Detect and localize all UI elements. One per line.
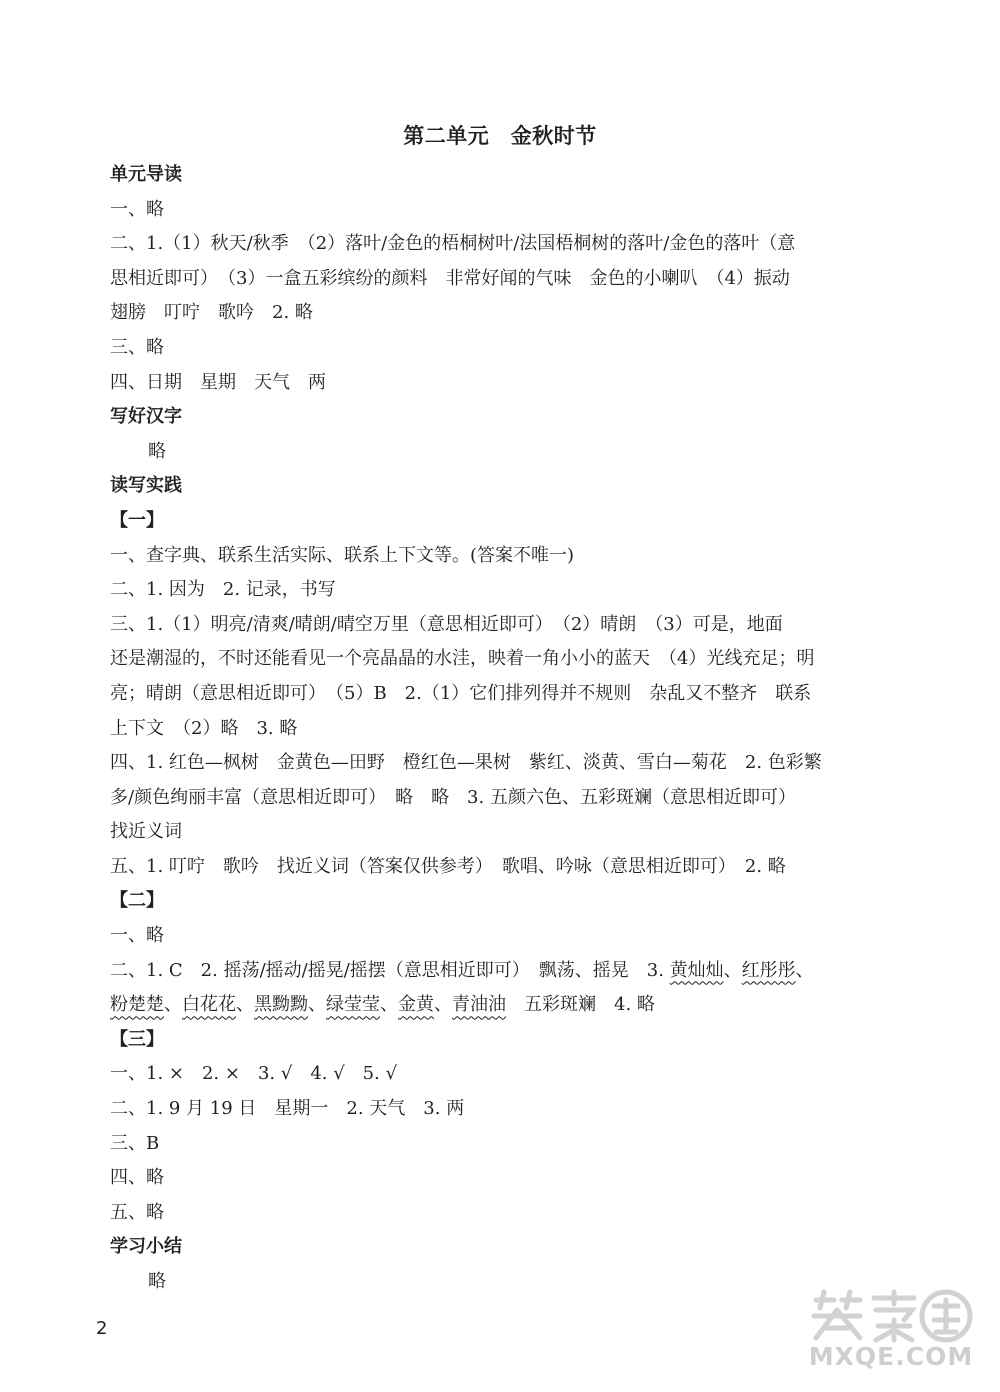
part-heading-2: 【二】	[110, 890, 164, 912]
text-line: 略	[148, 1271, 166, 1292]
text-line: 一、略	[110, 198, 164, 220]
part-heading-3: 【三】	[110, 1028, 164, 1050]
watermark	[804, 1286, 974, 1378]
part-heading-1: 【一】	[110, 509, 164, 531]
section-heading-summary: 学习小结	[110, 1236, 182, 1258]
separator: 、	[308, 994, 326, 1016]
separator: 、	[380, 994, 398, 1016]
separator: 、	[164, 994, 182, 1016]
text-line-with-wavy-words	[110, 988, 895, 1023]
section-heading-unit-guide: 单元导读	[110, 164, 182, 185]
text-line-with-wavy-words	[110, 954, 895, 989]
answer-content	[110, 158, 895, 1300]
text-line: 多/颜色绚丽丰富（意思相近即可） 略 略 3. 五颜六色、五彩斑斓（意思相近即可）	[110, 786, 796, 808]
text-line: 上下文 （2）略 3. 略	[110, 717, 298, 739]
text-line: 四、日期 星期 天气 两	[110, 371, 326, 393]
text-line: 思相近即可） （3）一盒五彩缤纷的颜料 非常好闻的气味 金色的小喇叭 （4）振动	[110, 267, 790, 289]
text-line: 一、略	[110, 925, 164, 947]
text-line: 还是潮湿的，不时还能看见一个亮晶晶的水洼，映着一角小小的蓝天 （4）光线充足；明	[110, 648, 815, 670]
wavy-underlined-word: 黄灿灿	[669, 959, 724, 981]
text-line: 一、查字典、联系生活实际、联系上下文等。(答案不唯一)	[110, 544, 575, 566]
watermark-logo-icon	[804, 1286, 974, 1344]
text-line: 亮；晴朗（意思相近即可） （5）B 2.（1）它们排列得并不规则 杂乱又不整齐 联系	[110, 682, 812, 704]
separator: 、	[236, 994, 254, 1016]
section-heading-handwriting: 写好汉字	[110, 406, 182, 428]
text-line: 三、1.（1）明亮/清爽/晴朗/晴空万里（意思相近即可） （2）晴朗 （3）可是，地面	[110, 613, 783, 635]
text-line: 三、B	[110, 1132, 160, 1154]
text-segment: 二、1. C 2. 摇荡/摇动/摇晃/摇摆（意思相近即可） 飘荡、摇晃 3.	[110, 959, 670, 981]
separator: 、	[434, 994, 452, 1016]
text-line: 五、1. 叮咛 歌吟 找近义词（答案仅供参考） 歌唱、吟咏（意思相近即可） 2. 略	[110, 855, 786, 877]
wavy-underlined-word: 黑黝黝	[254, 994, 308, 1016]
separator: 、	[795, 959, 814, 981]
wavy-underlined-word: 粉楚楚	[110, 994, 164, 1016]
wavy-underlined-word: 青油油	[452, 994, 506, 1016]
text-line: 五、略	[110, 1201, 164, 1223]
text-line: 二、1. 因为 2. 记录，书写	[110, 579, 336, 601]
wavy-underlined-word: 金黄	[398, 994, 434, 1016]
text-line: 三、略	[110, 336, 164, 358]
page-number: 2	[96, 1318, 108, 1339]
wavy-underlined-word: 绿莹莹	[326, 994, 380, 1016]
wavy-underlined-word: 白花花	[182, 994, 236, 1016]
text-line: 二、1. 9 月 19 日 星期一 2. 天气 3. 两	[110, 1098, 465, 1120]
separator: 、	[723, 959, 742, 981]
wavy-underlined-word: 红彤彤	[741, 959, 796, 981]
text-line: 找近义词	[110, 821, 182, 843]
text-segment: 五彩斑斓 4. 略	[506, 994, 655, 1016]
watermark-url: MXQE.COM	[808, 1342, 974, 1371]
text-line: 略	[148, 440, 166, 462]
page-title: 第二单元 金秋时节	[403, 124, 597, 148]
text-line: 一、1. × 2. × 3. √ 4. √ 5. √	[110, 1063, 398, 1085]
text-line: 四、1. 红色—枫树 金黄色—田野 橙红色—果树 紫红、淡黄、雪白—菊花 2. 色彩繁	[110, 752, 822, 774]
text-line: 二、1.（1）秋天/秋季 （2）落叶/金色的梧桐树叶/法国梧桐树的落叶/金色的落叶（意	[110, 233, 796, 255]
section-heading-reading-writing: 读写实践	[110, 475, 182, 497]
text-line: 四、略	[110, 1167, 164, 1189]
text-line: 翅膀 叮咛 歌吟 2. 略	[110, 302, 313, 324]
